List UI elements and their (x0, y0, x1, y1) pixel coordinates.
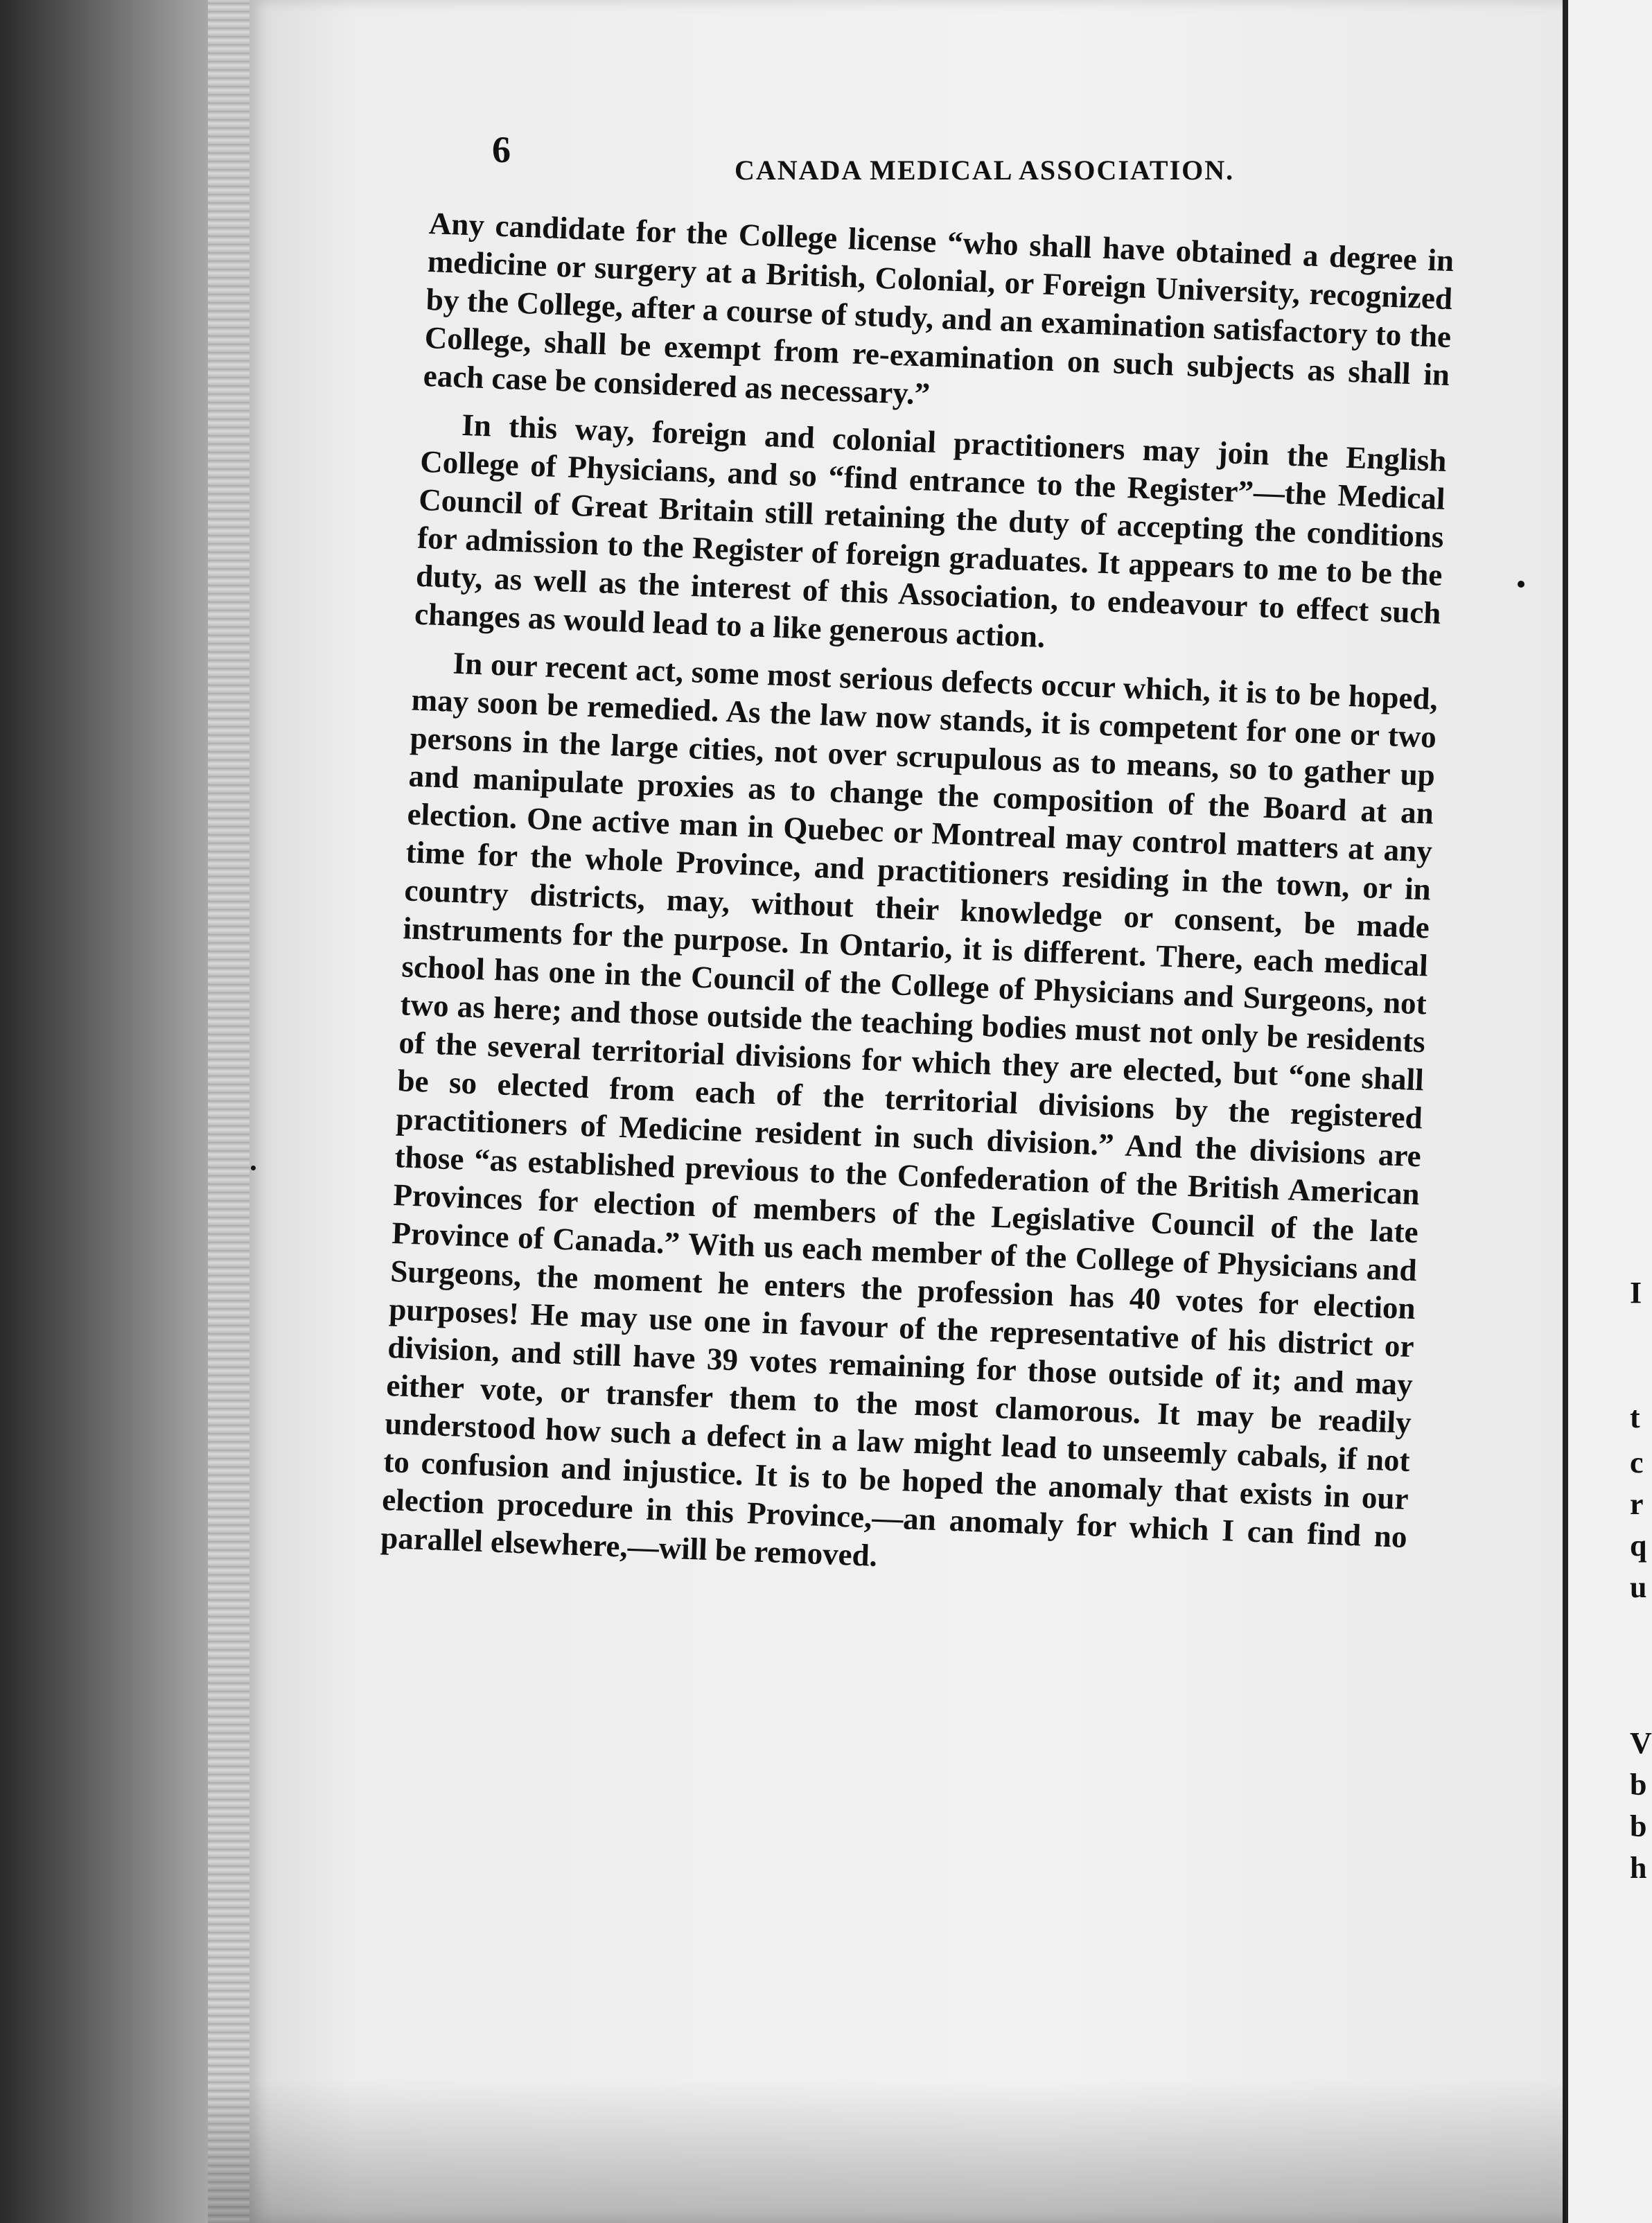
adjacent-page-fragment: q (1630, 1529, 1647, 1563)
adjacent-page-fragment: b (1630, 1809, 1647, 1843)
adjacent-page-fragment: t (1630, 1400, 1640, 1434)
paragraph: Any candidate for the College license “who shall have obtained a degree in medicine or surgery at a British, Colonial, or Foreign University, recognized by the College, after a course of study, and an examination satisfactory to the College, shall be exempt from re-examination on such subjects as shall in each case be considered as necessary.” (423, 205, 1455, 412)
adjacent-page-fragment: u (1630, 1570, 1647, 1604)
adjacent-page-fragment: V (1630, 1726, 1652, 1760)
adjacent-page-fragment: h (1630, 1851, 1647, 1885)
body-text (380, 204, 1455, 1604)
page-shadow (208, 2079, 1566, 2223)
paragraph: In our recent act, some most serious defects occur which, it is to be hoped, may soon be remedied. As the law now stands, it is competent for one or two persons in the large cities, not over scrupulous as to means, so to gather up and manipulate proxies as to change the composition of the Board at an election. One active man in Quebec or Montreal may control matters at any time for the whole Province, and practitioners residing in the town, or in country districts, may, without their knowledge or consent, be made instruments for the purpose. In Ontario, it is different. There, each medical school has one in the Council of the College of Physicians and Surgeons, not two as here; and those outside the teaching bodies must not only be residents of the several territorial divisions for which they are elected, but “one shall be so elected from each of the territorial divisions by the registered practitioners of Medicine resident in such division.” And the divisions are those “as established previous to the Confederation of the British American Provinces for election of members of the Legislative Council of the late Province of Canada.” With us each member of the College of Physicians and Surgeons, the moment he enters the profession has 40 votes for election purposes! He may use one in favour of the representative of his district or division, and still have 39 votes remaining for those outside of it; and may either vote, or transfer them to the most clamorous. It may be readily understood how such a defect in a law might lead to unseemly cabals, if not to confusion and injustice. It is to be hoped the anomaly that exists in our election procedure in this Province,—an anomaly for which I can find no parallel elsewhere,—will be removed. (380, 645, 1439, 1573)
ink-speck (251, 1166, 256, 1170)
adjacent-page-fragment: I (1630, 1276, 1642, 1310)
adjacent-page-fragment: r (1630, 1487, 1644, 1521)
paragraph: In this way, foreign and colonial practitioners may join the English College of Physicians, and so “find entrance to the Register”—the Medical Council of Great Britain still retaining the duty of accepting the conditions for admission to the Register of foreign graduates. It appears to me to be the duty, as well as the interest of this Association, to endeavour to effect such changes as would lead to a like generous action. (414, 407, 1448, 654)
adjacent-page (1563, 0, 1652, 2223)
adjacent-page-fragment: c (1630, 1446, 1644, 1479)
ink-speck (1518, 581, 1524, 588)
running-head: CANADA MEDICAL ASSOCIATION. (735, 155, 1235, 186)
adjacent-page-fragment: b (1630, 1768, 1647, 1802)
page-number: 6 (492, 129, 511, 170)
